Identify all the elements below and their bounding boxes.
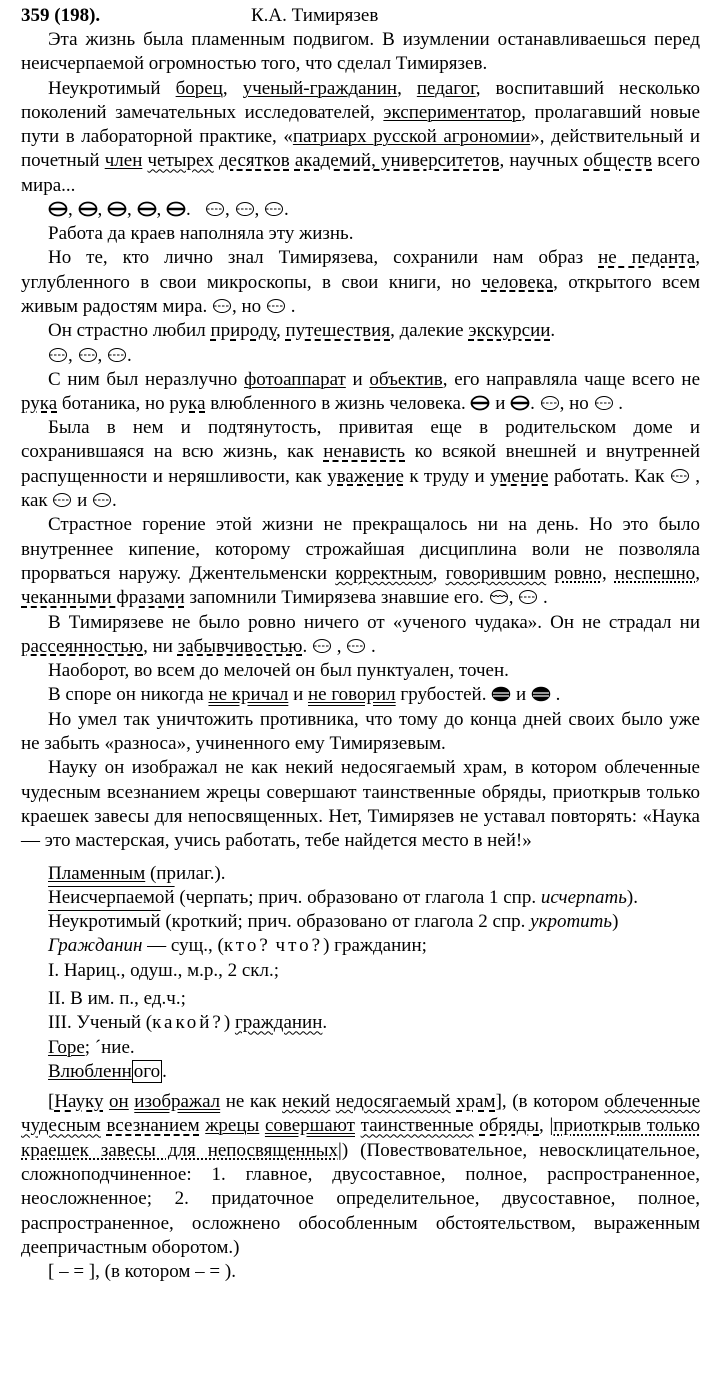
attribute-word: говорившим [445,562,547,584]
object-word: природу [210,320,276,342]
text: ) [612,911,619,933]
morpheme-word: Влюбленн [48,1060,132,1082]
text: и [345,368,370,390]
text: ) [223,1012,235,1034]
object-word: экскурсии [468,320,551,342]
text: и [288,684,308,706]
one-part-sentence-icon [312,638,332,654]
paragraph-3: Работа да краев наполняла эту жизнь. [48,223,354,245]
text: , научных [499,150,584,172]
exercise-header [21,4,700,28]
one-part-sentence-icon [540,395,560,411]
attribute-word: четырех [147,150,214,172]
ending-box: ого [133,1060,161,1082]
subject-word: ученый-гражданин [242,77,398,99]
one-part-sentence-icon [235,201,255,217]
text: . [550,320,556,342]
italic-word: исчерпать [540,886,627,908]
object-word: ненависть [323,441,406,463]
object-word: не педанта [598,247,696,269]
text: влюбленного в жизнь человека. [205,392,471,414]
one-part-sentence-icon [52,492,72,508]
one-part-sentence-icon [594,395,614,411]
text: — сущ., ( [142,935,224,957]
object-word: рассеянностью [21,635,144,657]
attribute-word: гражданин [234,1012,323,1034]
attribute-word: облеченные [604,1091,701,1113]
text: и [490,392,511,414]
text: . [162,1060,167,1082]
text: . [613,392,624,414]
text: , [539,1115,550,1137]
paragraph-12: Но умел так уничтожить противника, что тому до конца дней своих было уже не забыть «разноса», учиненного ему Тимирязевым. [21,708,700,755]
attribute-word: чудесным [21,1115,101,1137]
text: ко всякой внешней и внутренней распущенности и неряшливости, как [21,441,700,487]
text: », действительный и почетный [21,126,700,172]
text: [ [48,1091,55,1113]
schema-row-1: , , , , . , , . [21,198,700,222]
adverbial-word: ровно [554,562,602,584]
two-part-sentence-icon [470,395,490,411]
paragraph-5 [21,319,700,343]
object-word: умение [490,465,549,487]
paragraph-1: Эта жизнь была пламенным подвигом. В изумлении останавливаешься перед неисчерпаемой огромностью того, что сделал Тимирязев. [21,29,700,75]
text: , [397,77,417,99]
sentence-scheme: [ – = ], (в котором – = ). [48,1261,236,1283]
text: . [366,635,376,657]
text: и [511,684,531,706]
analysis-line-2 [21,886,700,910]
predicate-word: не говорил [308,684,396,706]
object-word: обществ [583,150,653,172]
subject-word: педагог [416,77,476,99]
double-line-circle-icon [531,686,551,702]
one-part-sentence-icon [670,468,690,484]
text: , далекие [390,320,469,342]
question: кто? [223,935,271,957]
object-word: рука [21,392,58,414]
two-part-sentence-icon [107,201,127,217]
text: ; ´ние. [84,1036,135,1058]
subject-word: член [104,150,143,172]
text: С ним был неразлучно [48,368,244,390]
paragraph-8 [21,513,700,610]
question: что? [275,935,324,957]
paragraph-7 [21,416,700,513]
attribute-word: таинственные [360,1115,474,1137]
text: . [538,587,548,609]
text: В споре он никогда [48,684,209,706]
object-word: обряды [479,1115,540,1137]
analysis-line-5: I. Нариц., одуш., м.р., 2 скл.; [48,959,280,981]
text: , но [559,392,594,414]
text: , [601,562,615,584]
analysis-line-7 [21,1011,700,1035]
object-word: забывчивостью [177,635,303,657]
analysis-line-9 [21,1060,700,1084]
object-word: рука [169,392,206,414]
attribute-word: некий [282,1091,331,1113]
text: В Тимирязеве не было ровно ничего от «ученого чудака». Он не страдал ни [48,611,700,633]
object-word: академий, университетов [294,150,500,172]
exercise-title: К.А. Тимирязев [251,5,379,26]
morpheme-word: Пламенным [48,862,146,884]
analysis-line-3 [21,910,700,934]
analysis-line-6: II. В им. п., ед.ч.; [48,987,186,1009]
subject-word: жрецы [205,1115,260,1137]
analysis-line-4 [21,934,700,958]
text: , пролагавший новые пути в лабораторной практике, « [21,101,700,148]
two-part-sentence-icon [137,201,157,217]
text: (прилаг.). [145,862,226,884]
question: какой? [152,1012,224,1034]
text: к труду и [403,465,491,487]
object-word: человека [481,271,554,293]
attribute-word: недосягаемый [335,1091,451,1113]
morpheme-word: Неукротимый [48,911,161,933]
subject-word: он [109,1091,129,1113]
paragraph-6 [21,368,700,417]
one-part-sentence-icon [264,201,284,217]
object-word: всезнанием [106,1115,200,1137]
text: , его направляла чаще всего не [442,368,701,390]
one-part-sentence-icon [78,347,98,363]
text: , ни [143,635,178,657]
text: III. Ученый ( [48,1012,153,1034]
exercise-number: 359 (198). [21,5,101,26]
text: ) гражданин; [323,935,427,957]
predicate-word: изображал [134,1091,221,1113]
text: работать. Как [548,465,670,487]
text: , но [232,295,266,317]
text: , [432,562,446,584]
text: , [695,562,701,584]
object-word: чеканными фразами [21,587,185,609]
object-word: храм [456,1091,496,1113]
adverbial-word: неспешно [614,562,696,584]
paragraph-10: Наоборот, во всем до мелочей он был пунктуален, точен. [48,660,509,682]
text: запомнили Тимирязева знавшие его. [184,587,489,609]
object-word: уважение [327,465,404,487]
text: , [222,77,243,99]
predicate-word: совершают [264,1115,355,1137]
predicate-word: не кричал [208,684,289,706]
paragraph-11 [21,683,700,707]
text: , открытого всем живым радостям мира. [21,271,700,317]
text: не как [220,1091,283,1113]
two-part-sentence-icon [510,395,530,411]
text: . [530,392,540,414]
text: , [331,635,347,657]
analysis-line-8 [21,1036,700,1060]
adverbial-phrase: |приоткрыв только краешек завесы для непосвященных| [21,1115,701,1161]
paragraph-13: Науку он изображал не как некий недосягаемый храм, в котором облеченные чудесным всезнанием жрецы совершают таинственные обряды, приоткрыв только краешек завесы для непосвященных. Нет, Тимирязев не уставал повторять: «Наука — это мастерская, учись работать, тебе найдется место в ней!» [21,757,700,852]
schema-row-2: , , . [21,344,700,368]
paragraph-9 [21,611,700,660]
text: . [302,635,312,657]
one-part-sentence-icon [346,638,366,654]
subject-word: фотоаппарат [244,368,346,390]
one-part-sentence-icon [212,298,232,314]
text: Он страстно любил [48,320,211,342]
text: ботаника, но [57,392,170,414]
subject-word: объектив [369,368,443,390]
paragraph-2 [21,77,700,198]
one-part-sentence-icon [107,347,127,363]
syntax-parse [21,1090,700,1260]
two-part-sentence-icon [78,201,98,217]
attribute-word: корректным [335,562,433,584]
text: ], (в котором [495,1091,605,1113]
subject-word: патриарх русской агрономии [292,126,531,148]
text: , углубленного в свои микроскопы, в свои книги, но [21,247,700,293]
one-part-sentence-icon [92,492,112,508]
text: . [112,490,117,512]
subject-word: борец [175,77,223,99]
object-word: путешествия [285,320,391,342]
analysis-line-1 [21,862,700,886]
wavy-circle-icon [489,589,509,605]
object-word: десятков [218,150,290,172]
text: (кроткий; прич. образовано от глагола 2 спр. [160,911,531,933]
text: , воспитавший несколько поколений замечательных исследователей, [21,77,700,123]
one-part-sentence-icon [518,589,538,605]
two-part-sentence-icon [166,201,186,217]
text: . [550,684,561,706]
double-line-circle-icon [491,686,511,702]
text: . [285,295,296,317]
text: Была в нем и подтянутость, привитая еще в родительском доме и сохранившаяся на всю жизнь, как [21,417,700,463]
morpheme-word: Неисчерпаемой [48,886,175,908]
text: Неукротимый [48,77,176,99]
text: и [72,490,93,512]
object-word: Науку [54,1091,104,1113]
italic-word: Гражданин [48,935,143,957]
text: , [276,320,286,342]
morpheme-word: Горе [48,1036,85,1058]
text: ). [626,886,638,908]
one-part-sentence-icon [266,298,286,314]
text: , [508,587,519,609]
text: . [322,1012,328,1034]
text: Но те, кто лично знал Тимирязева, сохранили нам образ [48,247,599,269]
one-part-sentence-icon [48,347,68,363]
paragraph-4 [21,246,700,319]
text: всего мира... [21,150,700,196]
text: Страстное горение этой жизни не прекращалось ни на день. Но это было внутреннее кипение, которому строжайшая дисциплина воли не позволяла прорваться наружу. Джентельменски [21,514,700,584]
text: ) (Повествовательное, невосклицательное, сложноподчиненное: 1. главное, двусоставное, полное, распространенное, неосложненное; 2. придаточное определительное, двусоставное, полное, распространенное, осложнено обособленным обстоятельством, выраженным деепричастным оборотом.) [21,1139,700,1258]
text: (черпать; прич. образовано от глагола 1 спр. [174,886,541,908]
subject-word: экспериментатор [383,101,522,123]
text: , как [21,465,701,512]
italic-word: укротить [530,911,613,933]
two-part-sentence-icon [48,201,68,217]
one-part-sentence-icon [205,201,225,217]
text: грубостей. [395,684,492,706]
